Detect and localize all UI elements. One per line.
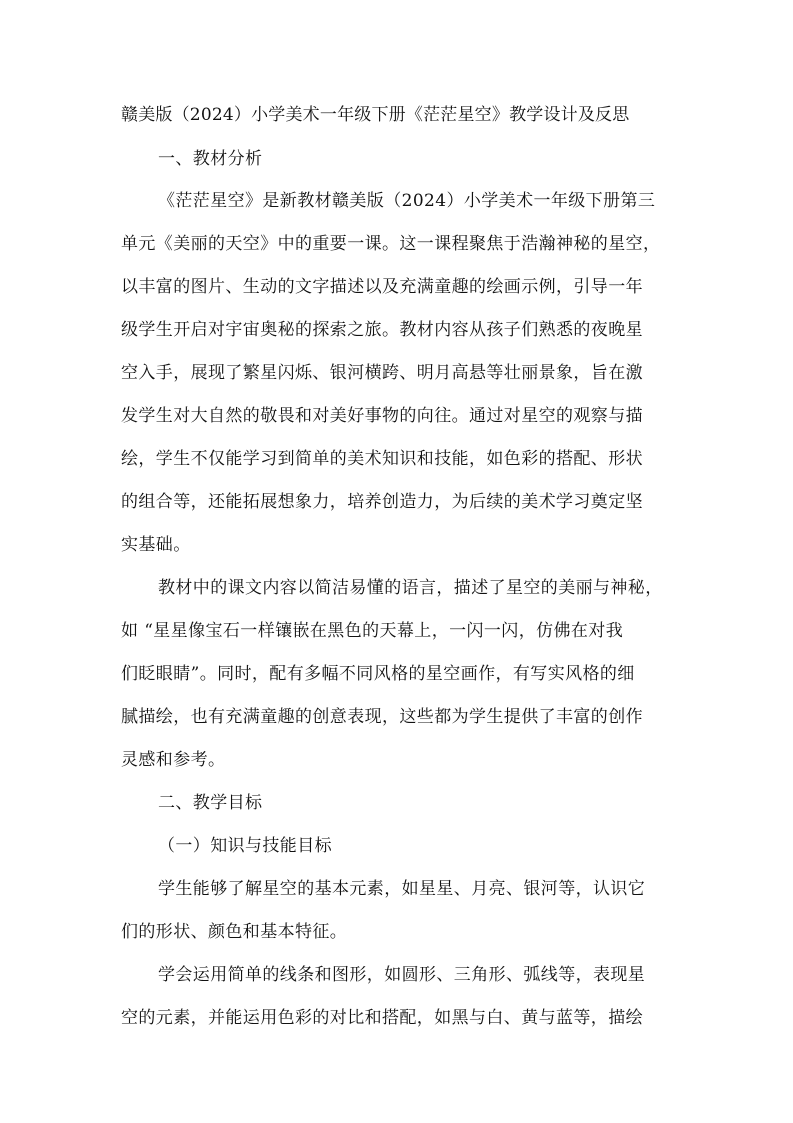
section-heading-objectives: 二、教学目标 xyxy=(158,793,263,813)
section-heading-analysis: 一、教材分析 xyxy=(158,149,263,169)
paragraph-line: 空的元素，并能运用色彩的对比和搭配，如黑与白、黄与蓝等，描绘 xyxy=(121,1008,643,1028)
paragraph-line: 教材中的课文内容以简洁易懂的语言，描述了星空的美丽与神秘， xyxy=(158,578,663,598)
document-title: 赣美版（2024）小学美术一年级下册《茫茫星空》教学设计及反思 xyxy=(121,105,630,125)
paragraph-line: 单元《美丽的天空》中的重要一课。这一课程聚焦于浩瀚神秘的星空， xyxy=(121,234,661,254)
paragraph-line: 灵感和参考。 xyxy=(121,750,226,770)
paragraph-line: 如 “星星像宝石一样镶嵌在黑色的天幕上，一闪一闪，仿佛在对我 xyxy=(121,621,624,641)
paragraph-line: 们的形状、颜色和基本特征。 xyxy=(121,922,348,942)
paragraph-line: 们眨眼睛”。同时，配有多幅不同风格的星空画作，有写实风格的细 xyxy=(121,664,635,684)
paragraph-line: 《茫茫星空》是新教材赣美版（2024）小学美术一年级下册第三 xyxy=(158,191,656,211)
paragraph-line: 学会运用简单的线条和图形，如圆形、三角形、弧线等，表现星 xyxy=(158,965,646,985)
subsection-heading-knowledge-skills: （一）知识与技能目标 xyxy=(158,836,332,856)
paragraph-line: 实基础。 xyxy=(121,535,191,555)
paragraph-line: 以丰富的图片、生动的文字描述以及充满童趣的绘画示例，引导一年 xyxy=(121,277,643,297)
paragraph-line: 级学生开启对宇宙奥秘的探索之旅。教材内容从孩子们熟悉的夜晚星 xyxy=(121,320,643,340)
paragraph-line: 的组合等，还能拓展想象力，培养创造力，为后续的美术学习奠定坚 xyxy=(121,492,643,512)
paragraph-line: 绘，学生不仅能学习到简单的美术知识和技能，如色彩的搭配、形状 xyxy=(121,449,643,469)
paragraph-line: 发学生对大自然的敬畏和对美好事物的向往。通过对星空的观察与描 xyxy=(121,406,643,426)
paragraph-line: 学生能够了解星空的基本元素，如星星、月亮、银河等，认识它 xyxy=(158,879,646,899)
paragraph-line: 空入手，展现了繁星闪烁、银河横跨、明月高悬等壮丽景象，旨在激 xyxy=(121,363,643,383)
paragraph-line: 腻描绘，也有充满童趣的创意表现，这些都为学生提供了丰富的创作 xyxy=(121,707,643,727)
